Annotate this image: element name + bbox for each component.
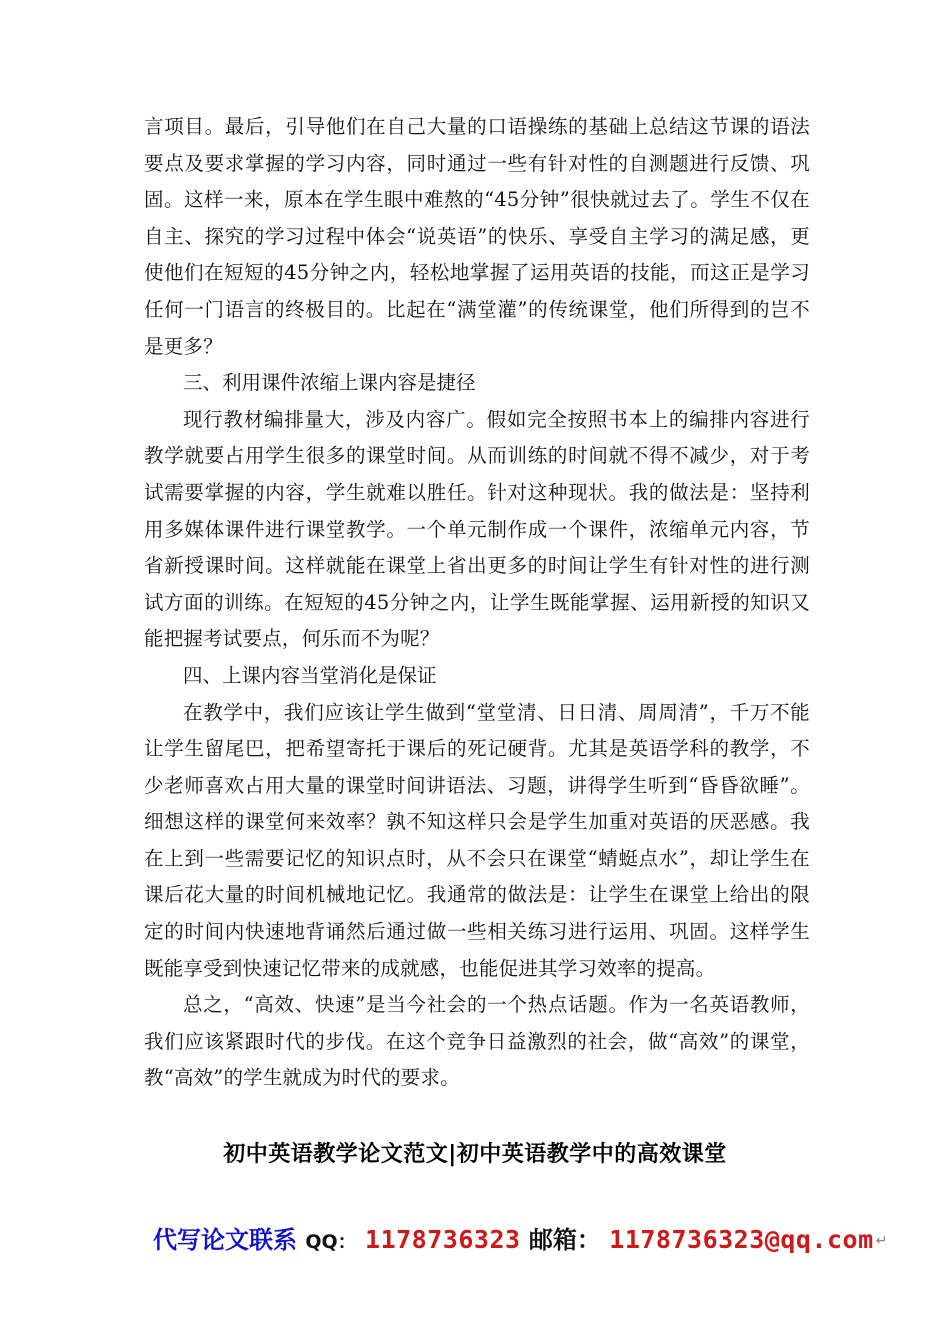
document-title: 初中英语教学论文范文|初中英语教学中的高效课堂 bbox=[223, 1142, 727, 1167]
email-label: 邮箱： bbox=[528, 1226, 601, 1254]
section-heading: 四、上课内容当堂消化是保证 bbox=[183, 663, 437, 687]
section-heading: 三、利用课件浓缩上课内容是捷径 bbox=[183, 371, 476, 395]
contact-label: 代写论文联系 bbox=[153, 1226, 297, 1254]
paragraph: 言项目。最后，引导他们在自己大量的口语操练的基础上总结这节课的语法要点及要求掌握的学习内容，同时通过一些有针对性的自测题进行反馈、巩固。这样一来，原本在学生眼中难熬的“45分钟”很快就过去了。学生不仅在自主、探究的学习过程中体会“说英语”的快乐、享受自主学习的满足感，更使他们在短短的45分钟之内，轻松地掌握了运用英语的技能，而这正是学习任何一门语言的终极目的。比起在“满堂灌”的传统课堂，他们所得到的岂不是更多？ bbox=[144, 115, 810, 358]
paragraph: 总之，“高效、快速”是当今社会的一个热点话题。作为一名英语教师，我们应该紧跟时代的步伐。在这个竞争日益激烈的社会，做“高效”的课堂，教“高效”的学生就成为时代的要求。 bbox=[144, 993, 810, 1090]
qq-number: 1178736323 bbox=[365, 1225, 521, 1254]
email-address: 1178736323@qq.com bbox=[609, 1225, 874, 1254]
qq-label: QQ： bbox=[305, 1231, 357, 1253]
paragraph-mark-icon: ↵ bbox=[875, 1233, 888, 1249]
paragraph: 在教学中，我们应该让学生做到“堂堂清、日日清、周周清”，千万不能让学生留尾巴，把希望寄托于课后的死记硬背。尤其是英语学科的教学，不少老师喜欢占用大量的课堂时间讲语法、习题，讲得学生听到“昏昏欲睡”。细想这样的课堂何来效率？孰不知这样只会是学生加重对英语的厌恶感。我在上到一些需要记忆的知识点时，从不会只在课堂“蜻蜓点水”，却让学生在课后花大量的时间机械地记忆。我通常的做法是：让学生在课堂上给出的限定的时间内快速地背诵然后通过做一些相关练习进行运用、巩固。这样学生既能享受到快速记忆带来的成就感，也能促进其学习效率的提高。 bbox=[144, 700, 810, 980]
contact-line bbox=[153, 1220, 887, 1255]
article-body bbox=[144, 109, 810, 1097]
paragraph: 现行教材编排量大，涉及内容广。假如完全按照书本上的编排内容进行教学就要占用学生很多的课堂时间。从而训练的时间就不得不减少，对于考试需要掌握的内容，学生就难以胜任。针对这种现状。我的做法是：坚持利用多媒体课件进行课堂教学。一个单元制作成一个课件，浓缩单元内容，节省新授课时间。这样就能在课堂上省出更多的时间让学生有针对性的进行测试方面的训练。在短短的45分钟之内，让学生既能掌握、运用新授的知识又能把握考试要点，何乐而不为呢？ bbox=[144, 407, 810, 651]
